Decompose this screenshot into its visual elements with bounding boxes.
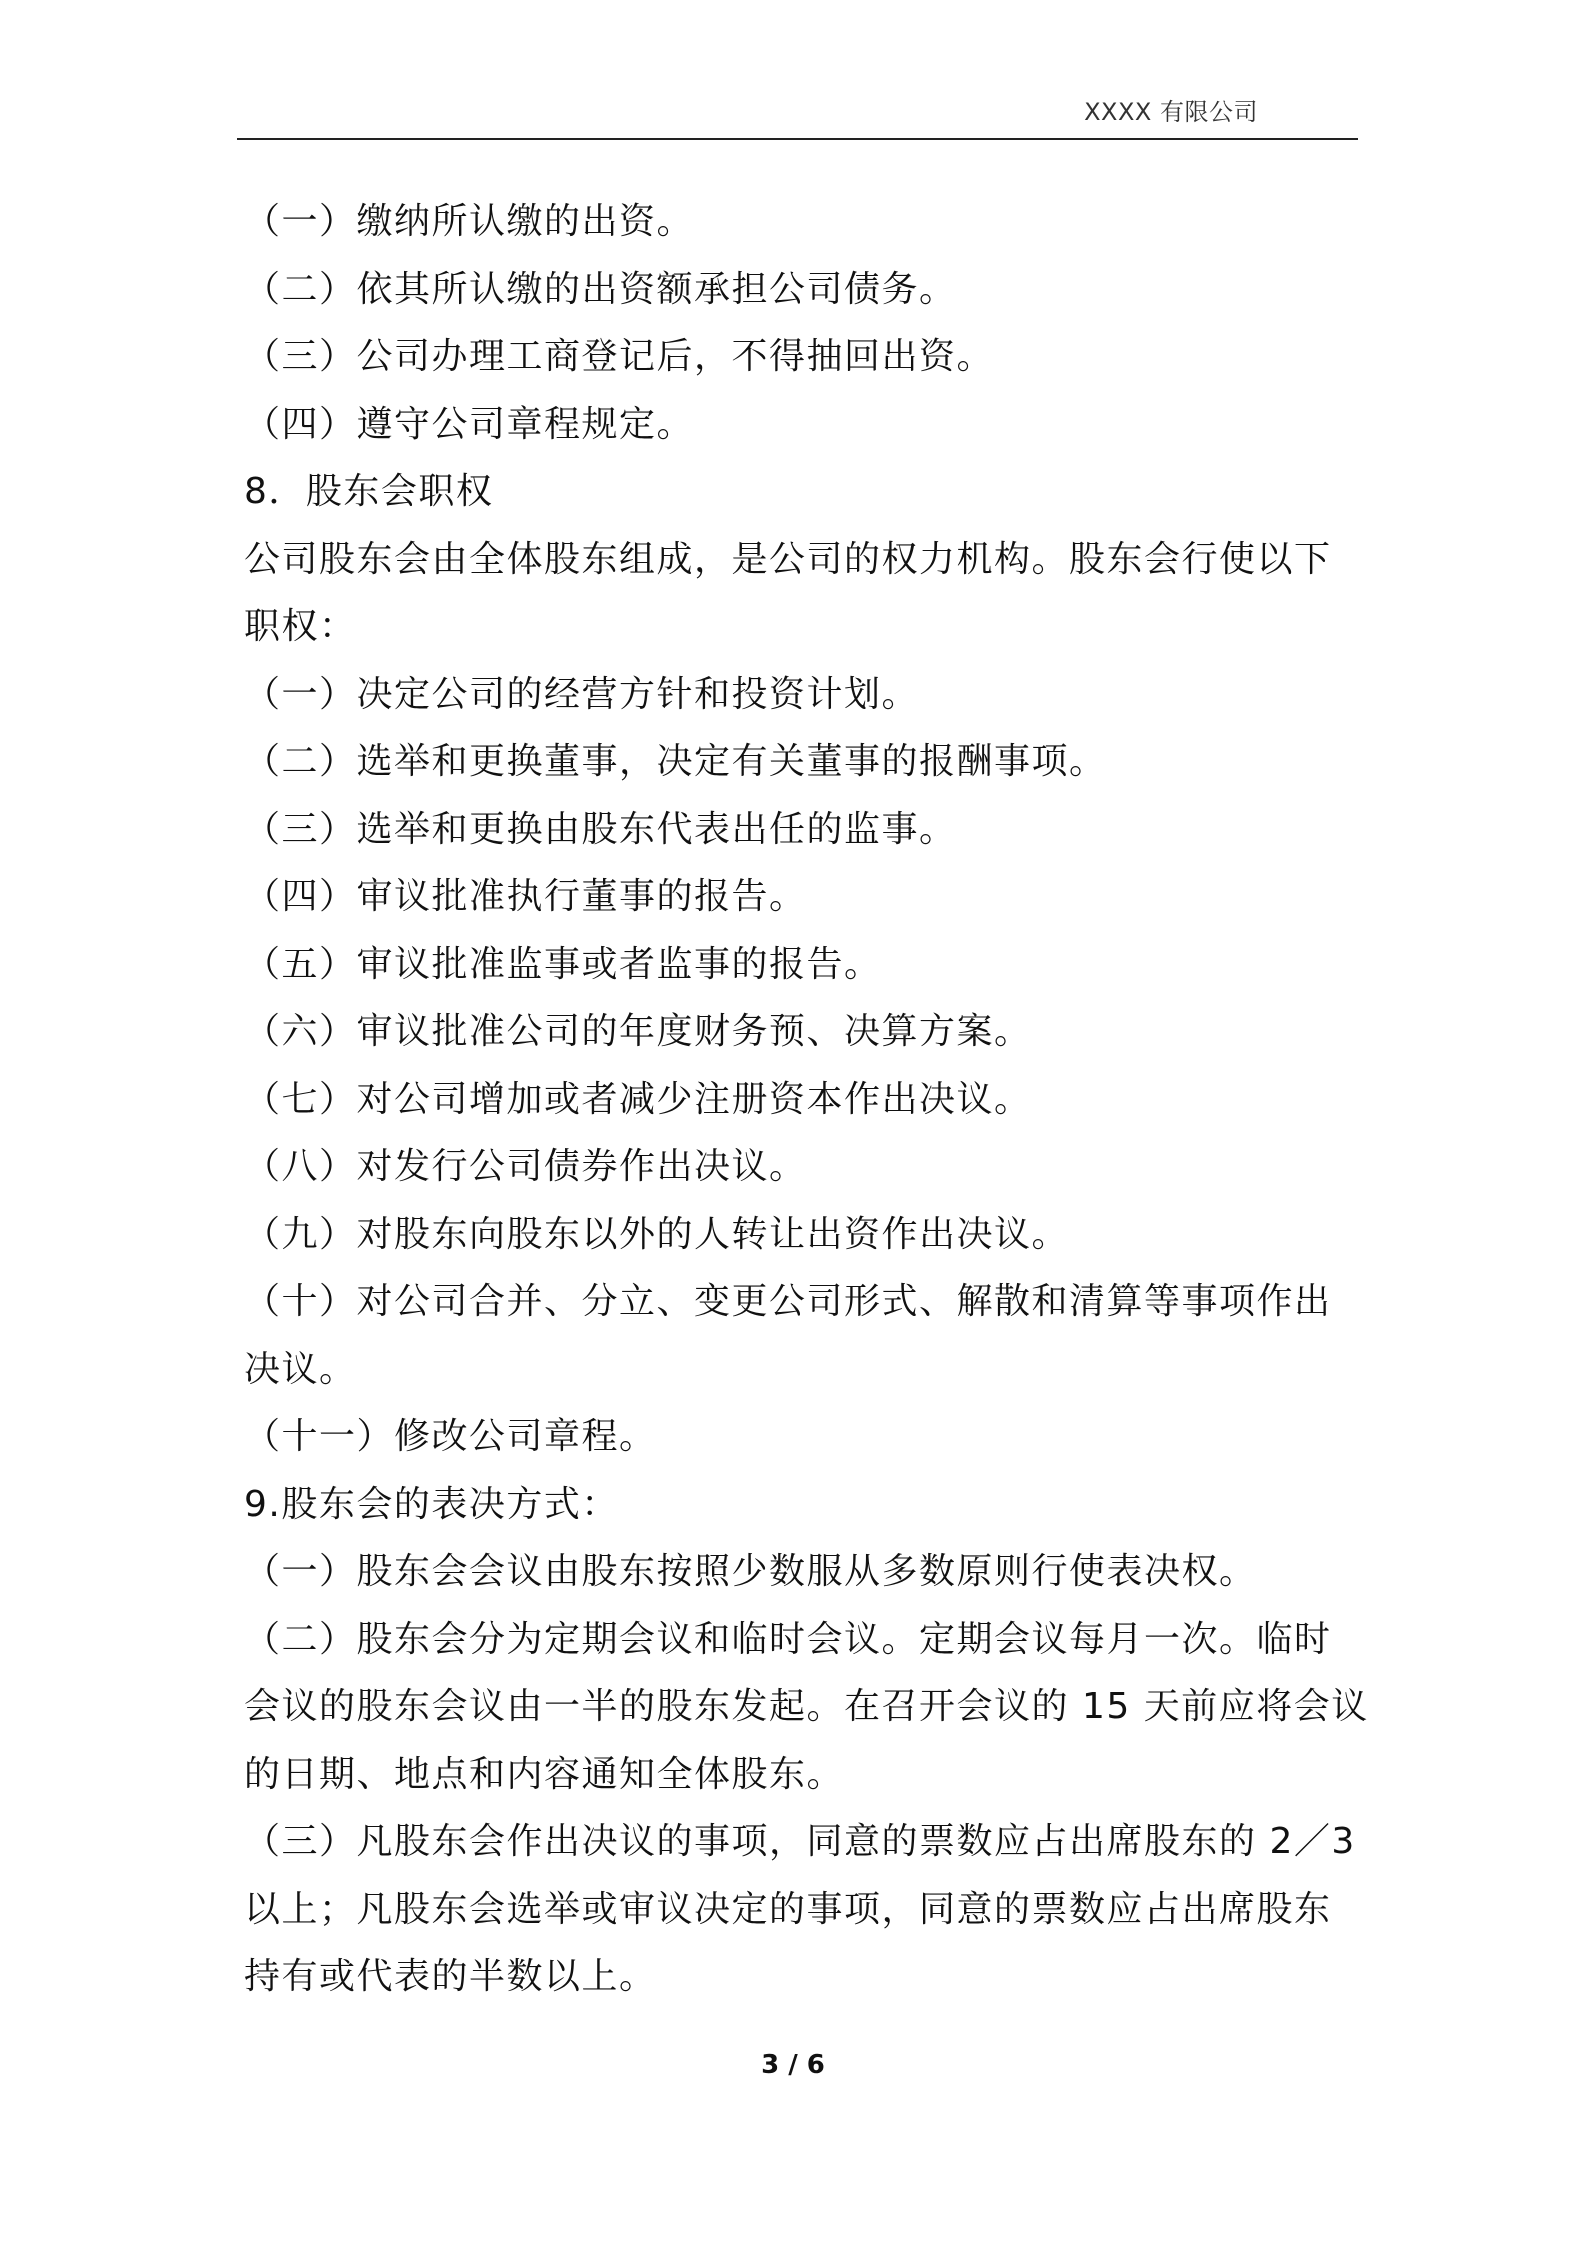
text-line: （一）缴纳所认缴的出资。 (244, 201, 695, 242)
text-line: 会议的股东会议由一半的股东发起。在召开会议的 15 天前应将会议 (244, 1686, 1369, 1727)
text-line: （一）股东会会议由股东按照少数服从多数原则行使表决权。 (244, 1551, 1257, 1592)
text-line: （九）对股东向股东以外的人转让出资作出决议。 (244, 1213, 1070, 1255)
text-line: 职权： (244, 606, 357, 647)
text-line: （四）审议批准执行董事的报告。 (244, 876, 807, 917)
text-line: （十）对公司合并、分立、变更公司形式、解散和清算等事项作出 (244, 1281, 1332, 1322)
text-line: （二）股东会分为定期会议和临时会议。定期会议每月一次。临时 (244, 1618, 1332, 1660)
text-line: （八）对发行公司债券作出决议。 (244, 1146, 807, 1187)
text-line: （二）选举和更换董事，决定有关董事的报酬事项。 (244, 741, 1107, 782)
text-line: （三）选举和更换由股东代表出任的监事。 (244, 808, 957, 850)
text-line: （四）遵守公司章程规定。 (244, 403, 695, 445)
text-line: （五）审议批准监事或者监事的报告。 (244, 943, 882, 985)
section-heading: 9.股东会的表决方式： (244, 1483, 619, 1525)
text-line: （七）对公司增加或者减少注册资本作出决议。 (244, 1078, 1032, 1120)
section-heading: 8．股东会职权 (244, 471, 494, 512)
text-line: 决议。 (244, 1348, 357, 1390)
page-number: 3 / 6 (761, 2050, 825, 2080)
text-line: 以上；凡股东会选举或审议决定的事项，同意的票数应占出席股东 (244, 1888, 1332, 1930)
text-line: （十一）修改公司章程。 (244, 1416, 657, 1457)
text-line: 持有或代表的半数以上。 (244, 1956, 657, 1997)
page-header (237, 96, 1358, 140)
text-line: （二）依其所认缴的出资额承担公司债务。 (244, 268, 957, 310)
header-company-name: XXXX 有限公司 (1084, 98, 1258, 126)
text-line: （三）公司办理工商登记后，不得抽回出资。 (244, 336, 995, 377)
document-body (244, 188, 1369, 2011)
text-line: （六）审议批准公司的年度财务预、决算方案。 (244, 1011, 1032, 1052)
text-line: 公司股东会由全体股东组成，是公司的权力机构。股东会行使以下 (244, 538, 1332, 580)
text-line: 的日期、地点和内容通知全体股东。 (244, 1753, 845, 1795)
text-line: （三）凡股东会作出决议的事项，同意的票数应占出席股东的 2／3 (244, 1821, 1356, 1862)
text-line: （一）决定公司的经营方针和投资计划。 (244, 673, 920, 715)
